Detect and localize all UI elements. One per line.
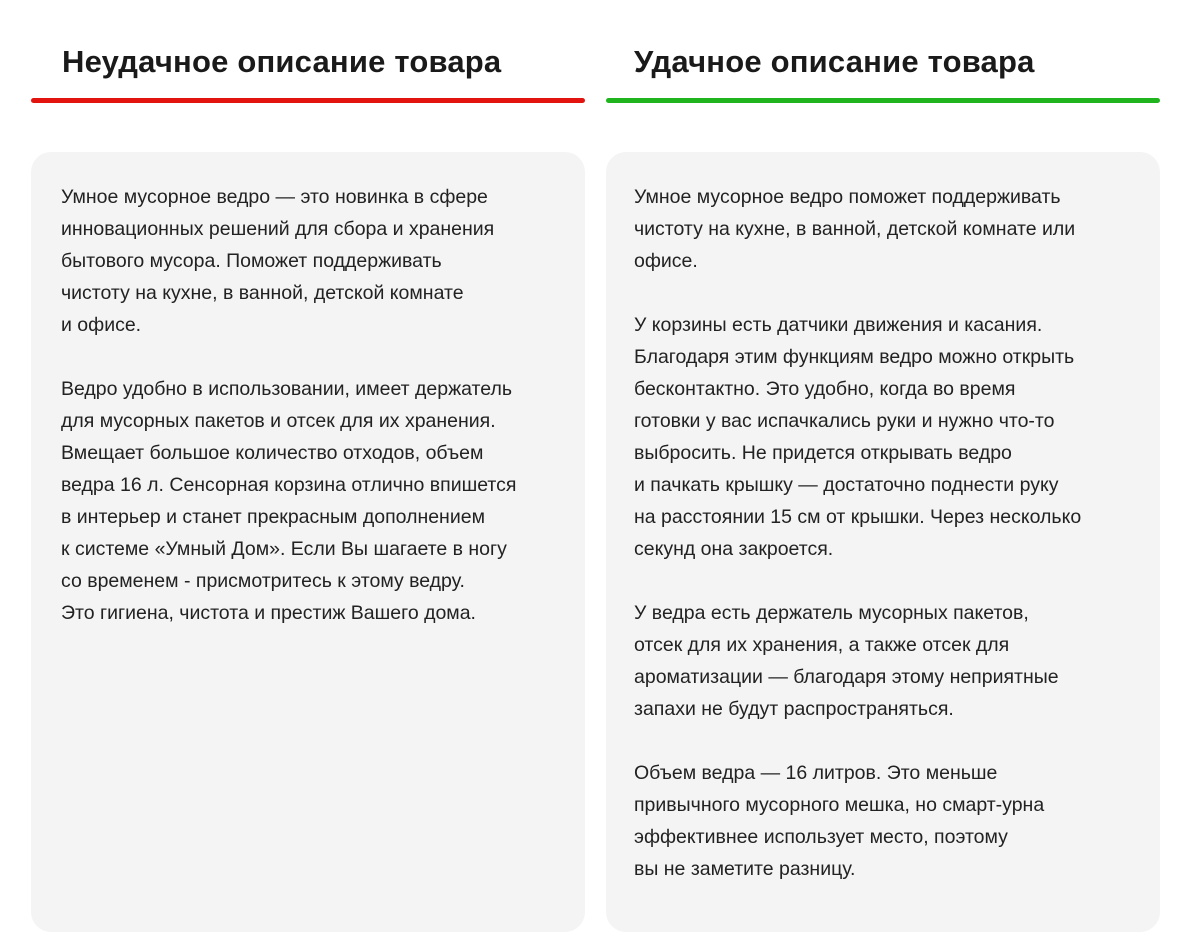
red-underline [31,98,585,103]
bad-paragraph-1: Умное мусорное ведро — это новинка в сфере инновационных решений для сбора и хранения бытового мусора. Поможет поддерживать чистоту на кухне, в ванной, детской комнате и офисе. [61,186,495,336]
bad-description-title: Неудачное описание товара [62,44,502,79]
good-paragraph-4: Объем ведра — 16 литров. Это меньше привычного мусорного мешка, но смарт-урна эффективнее использует место, поэтому вы не заметите разницу. [634,762,1045,880]
good-description-card [606,152,1160,932]
bad-description-column [31,0,585,624]
good-paragraph-2: У корзины есть датчики движения и касания. Благодаря этим функциям ведро можно открыть бесконтактно. Это удобно, когда во время готовки у вас испачкались руки и нужно что-то выбросить. Не придется открывать ведро и пачкать крышку — достаточно поднести руку на расстоянии 15 см от крышки. Через несколько секунд она закроется. [634,314,1082,560]
bad-description-card [31,152,585,932]
good-paragraph-3: У ведра есть держатель мусорных пакетов, отсек для их хранения, а также отсек для ароматизации — благодаря этому неприятные запахи не будут распространяться. [634,602,1059,720]
good-description-title: Удачное описание товара [634,44,1035,79]
good-description-column [606,0,1160,880]
good-paragraph-1: Умное мусорное ведро поможет поддерживать чистоту на кухне, в ванной, детской комнате или офисе. [634,186,1076,272]
green-underline [606,98,1160,103]
bad-paragraph-2: Ведро удобно в использовании, имеет держатель для мусорных пакетов и отсек для их хранения. Вмещает большое количество отходов, объем ведра 16 л. Сенсорная корзина отлично впишется в интерьер и станет прекрасным дополнением к системе «Умный Дом». Если Вы шагаете в ногу со временем - присмотритесь к этому ведру. Это гигиена, чистота и престиж Вашего дома. [61,378,517,624]
